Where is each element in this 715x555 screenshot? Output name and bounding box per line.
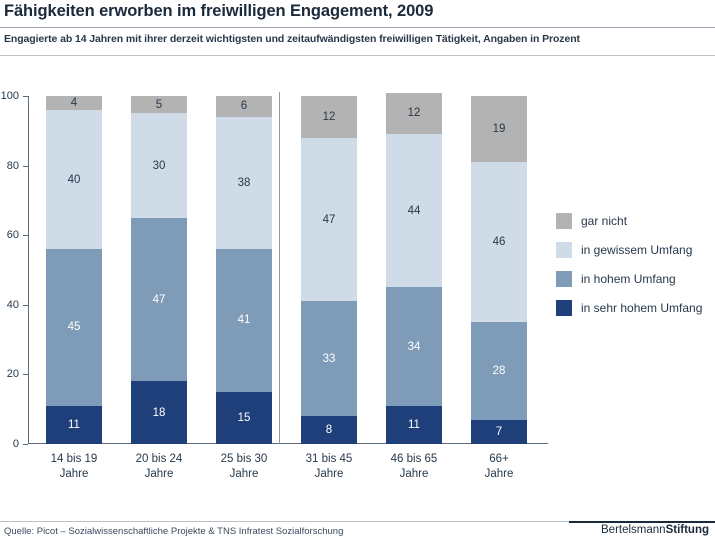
- bar-segment-value: 6: [240, 100, 248, 113]
- stacked-bar[interactable]: [216, 96, 272, 444]
- stacked-bar[interactable]: [46, 96, 102, 444]
- bar-segment[interactable]: [386, 406, 442, 444]
- bar-segment-value: 47: [322, 213, 336, 226]
- legend-item[interactable]: [556, 206, 715, 235]
- bar-segment[interactable]: [131, 96, 187, 113]
- page-title: Fähigkeiten erworben im freiwilligen Engagement, 2009: [4, 2, 434, 20]
- x-axis-label: [28, 452, 120, 482]
- legend-item[interactable]: [556, 264, 715, 293]
- x-axis-label-line: 14 bis 19: [50, 453, 98, 465]
- x-axis-label: [368, 452, 460, 482]
- brand-logo: [601, 524, 709, 536]
- stacked-bar[interactable]: [471, 96, 527, 444]
- bar-segment-value: 28: [492, 364, 506, 377]
- bar-segment-value: 41: [237, 314, 251, 327]
- y-axis-tick-label: 0: [12, 438, 19, 450]
- x-axis-label: [453, 452, 545, 482]
- bar-segment[interactable]: [46, 406, 102, 444]
- bar-segment-value: 12: [322, 110, 336, 123]
- bar-segment-value: 15: [237, 411, 251, 424]
- bar-segment[interactable]: [301, 138, 357, 302]
- bar-segment[interactable]: [216, 96, 272, 117]
- y-axis-tick-label: 100: [0, 90, 19, 102]
- bar-segment-value: 18: [152, 406, 166, 419]
- bar-segment[interactable]: [386, 134, 442, 287]
- bar-segment[interactable]: [301, 416, 357, 444]
- bar-segment[interactable]: [386, 287, 442, 405]
- x-axis-label: [113, 452, 205, 482]
- bar-segment[interactable]: [46, 110, 102, 249]
- legend-label: in sehr hohem Umfang: [581, 300, 703, 315]
- legend-label: in hohem Umfang: [581, 271, 676, 286]
- subtitle-divider: [0, 55, 715, 56]
- stacked-bar[interactable]: [301, 96, 357, 444]
- bar-segment[interactable]: [301, 301, 357, 416]
- bar-segment[interactable]: [386, 93, 442, 135]
- chart-legend: [556, 206, 715, 322]
- bar-segment-value: 30: [152, 159, 166, 172]
- bar-segment[interactable]: [131, 218, 187, 382]
- bar-segment[interactable]: [216, 392, 272, 444]
- bar-segment-value: 19: [492, 123, 506, 136]
- x-axis-label-line: 25 bis 30: [220, 453, 268, 465]
- x-axis-label-line: 46 bis 65: [390, 453, 438, 465]
- y-axis-tick-label: 60: [6, 229, 19, 242]
- bar-segment-value: 11: [68, 418, 80, 431]
- x-axis-label-line: Jahre: [399, 468, 429, 480]
- x-axis-label-line: 66+: [489, 453, 509, 465]
- bar-segment-value: 46: [492, 236, 506, 249]
- x-axis-label: [198, 452, 290, 482]
- y-axis-tick-label: 80: [6, 159, 19, 172]
- bar-segment-value: 11: [408, 418, 420, 431]
- x-axis-label-line: Jahre: [484, 468, 514, 480]
- bar-segment[interactable]: [46, 96, 102, 110]
- legend-label: gar nicht: [581, 213, 628, 228]
- x-axis-label: [283, 452, 375, 482]
- bar-segment-value: 40: [67, 173, 81, 186]
- bar-segment[interactable]: [471, 162, 527, 322]
- brand-rule: [569, 521, 715, 523]
- plot-area: [0, 90, 548, 480]
- brand-name-bold: Stiftung: [665, 524, 709, 536]
- brand-name-light: Bertelsmann: [601, 524, 666, 536]
- bar-segment-value: 45: [67, 321, 81, 334]
- x-axis-label-line: Jahre: [144, 468, 174, 480]
- legend-swatch: [556, 242, 572, 258]
- y-axis-tick: [23, 444, 28, 445]
- bar-segment-value: 7: [495, 425, 503, 438]
- legend-swatch: [556, 271, 572, 287]
- bar-segment[interactable]: [216, 249, 272, 392]
- bar-segment-value: 47: [152, 293, 166, 306]
- bar-segment[interactable]: [46, 249, 102, 406]
- title-divider: [0, 27, 715, 28]
- x-axis-label-line: 31 bis 45: [305, 453, 353, 465]
- group-separator-line: [279, 92, 280, 444]
- legend-swatch: [556, 300, 572, 316]
- bar-segment[interactable]: [131, 113, 187, 217]
- bar-segment[interactable]: [471, 322, 527, 419]
- x-axis-label-line: Jahre: [314, 468, 344, 480]
- bar-segment-value: 33: [322, 352, 336, 365]
- y-axis-tick-label: 20: [6, 368, 19, 381]
- bar-segment-value: 8: [325, 424, 333, 437]
- y-axis-tick-label: 40: [6, 298, 19, 311]
- bar-segment[interactable]: [216, 117, 272, 249]
- legend-swatch: [556, 213, 572, 229]
- legend-label: in gewissem Umfang: [581, 242, 693, 257]
- page-subtitle: Engagierte ab 14 Jahren mit ihrer derzeit wichtigsten und zeitaufwändigsten freiwilligen Tätigkeit, Angaben in Prozent: [4, 33, 580, 45]
- stacked-bar[interactable]: [131, 96, 187, 444]
- bar-segment-value: 4: [70, 96, 78, 109]
- legend-item[interactable]: [556, 293, 715, 322]
- x-axis-label-line: Jahre: [59, 468, 89, 480]
- bar-segment[interactable]: [471, 420, 527, 444]
- bar-segment[interactable]: [301, 96, 357, 138]
- x-axis-label-line: Jahre: [229, 468, 259, 480]
- bar-segment[interactable]: [471, 96, 527, 162]
- bar-segment-value: 34: [407, 340, 421, 353]
- legend-item[interactable]: [556, 235, 715, 264]
- stacked-bar[interactable]: [386, 96, 442, 444]
- bar-segment[interactable]: [131, 381, 187, 444]
- bar-group: [28, 96, 548, 444]
- bar-segment-value: 44: [407, 204, 421, 217]
- bar-segment-value: 12: [407, 107, 421, 120]
- bar-segment-value: 38: [237, 177, 251, 189]
- x-axis-label-line: 20 bis 24: [135, 453, 183, 465]
- source-note: Quelle: Picot – Sozialwissenschaftliche Projekte & TNS Infratest Sozialforschung: [4, 526, 344, 537]
- bar-segment-value: 5: [155, 98, 163, 111]
